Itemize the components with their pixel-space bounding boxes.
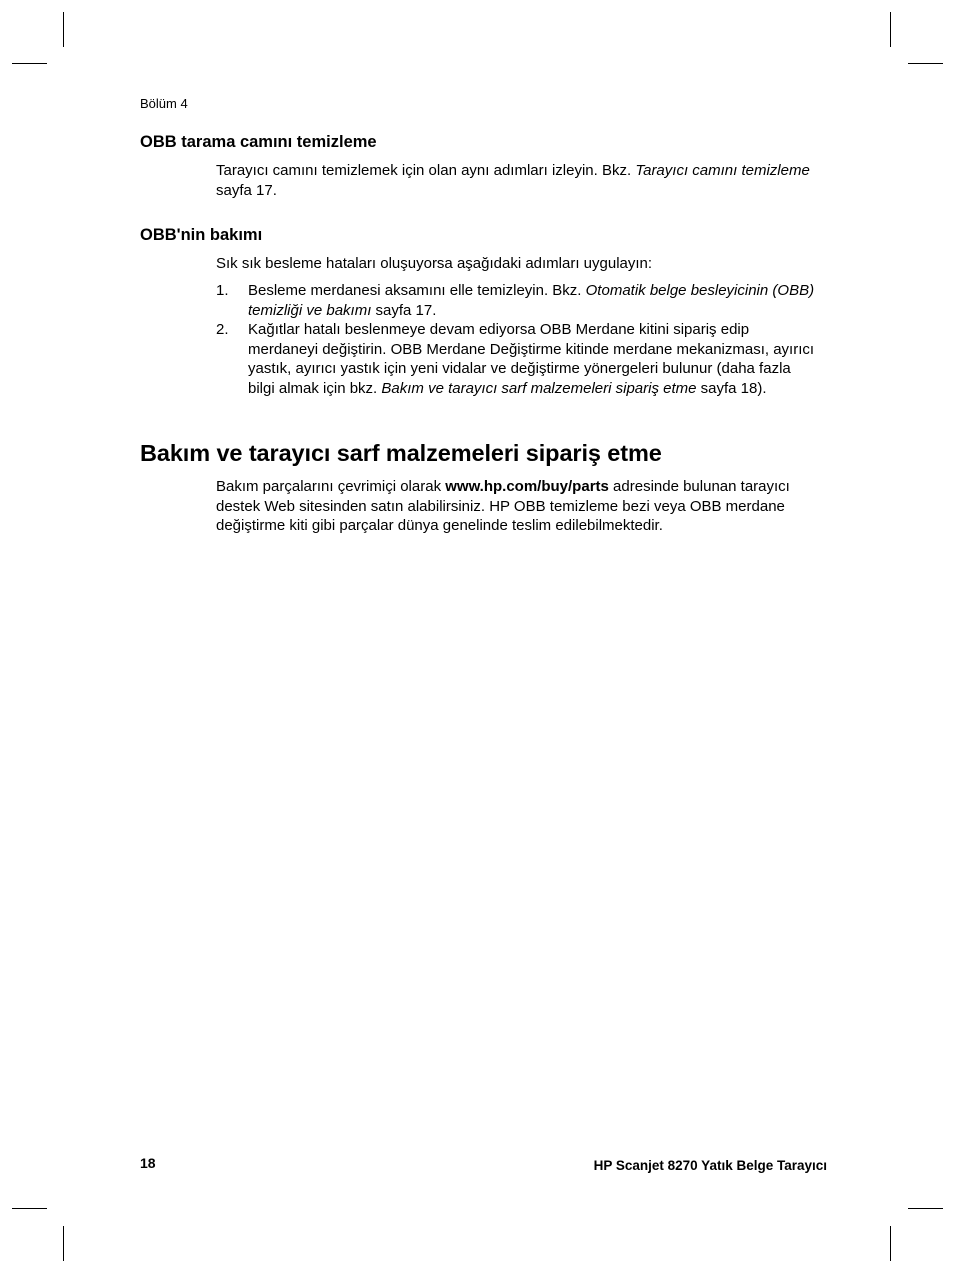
main-heading: Bakım ve tarayıcı sarf malzemeleri sipariş etme xyxy=(140,440,662,466)
list-number: 1. xyxy=(216,282,229,299)
section-intro: Sık sık besleme hataları oluşuyorsa aşağıdaki adımları uygulayın: xyxy=(216,255,653,272)
paragraph-text: adresinde bulunan tarayıcı destek Web sitesinden satın alabilirsiniz. HP OBB temizleme bezi veya OBB merdane değiştirme kiti gibi parçalar dünya genelinde teslim edilebilmektedir. xyxy=(216,478,790,534)
crop-mark xyxy=(63,12,64,47)
paragraph-text: Bakım parçalarını çevrimiçi olarak xyxy=(216,478,446,495)
list-text: Kağıtlar hatalı beslenmeye devam ediyorsa OBB Merdane kitini sipariş edip merdaneyi değiştirin. OBB Merdane Değiştirme kitinde merdane mekanizması, ayırıcı yastık, ayırıcı yastık için yeni vidalar ve değiştirme yönergeleri bulunur (daha fazla bilgi almak için bkz. xyxy=(248,321,815,397)
list-item xyxy=(216,320,816,398)
list-text: Besleme merdanesi aksamını elle temizleyin. Bkz. xyxy=(248,282,586,299)
section-paragraph xyxy=(216,477,816,536)
crop-mark xyxy=(63,1226,64,1261)
list-item xyxy=(216,281,816,320)
crop-mark xyxy=(908,1208,943,1209)
section-paragraph xyxy=(216,161,816,200)
paragraph-text: Tarayıcı camını temizlemek için olan aynı adımları izleyin. Bkz. xyxy=(216,162,636,179)
crop-mark xyxy=(890,12,891,47)
page-number: 18 xyxy=(140,1155,156,1171)
chapter-label: Bölüm 4 xyxy=(140,96,188,111)
section-heading-obb-care: OBB'nin bakımı xyxy=(140,226,263,244)
section-heading-obb-glass: OBB tarama camını temizleme xyxy=(140,133,377,151)
cross-reference: Bakım ve tarayıcı sarf malzemeleri sipariş etme xyxy=(381,379,697,397)
parts-url: www.hp.com/buy/parts xyxy=(445,478,609,495)
cross-reference: Tarayıcı camını temizleme xyxy=(635,162,810,179)
list-text: sayfa 18). xyxy=(696,379,767,397)
product-title: HP Scanjet 8270 Yatık Belge Tarayıcı xyxy=(593,1158,827,1173)
paragraph-text: sayfa 17. xyxy=(216,181,277,199)
crop-mark xyxy=(908,63,943,64)
crop-mark xyxy=(12,1208,47,1209)
list-text: sayfa 17. xyxy=(371,301,437,319)
crop-mark xyxy=(890,1226,891,1261)
list-number: 2. xyxy=(216,321,229,338)
cross-reference: Otomatik belge besleyicinin (OBB) temizliği ve bakımı xyxy=(248,282,815,319)
steps-list xyxy=(216,281,816,398)
crop-mark xyxy=(12,63,47,64)
